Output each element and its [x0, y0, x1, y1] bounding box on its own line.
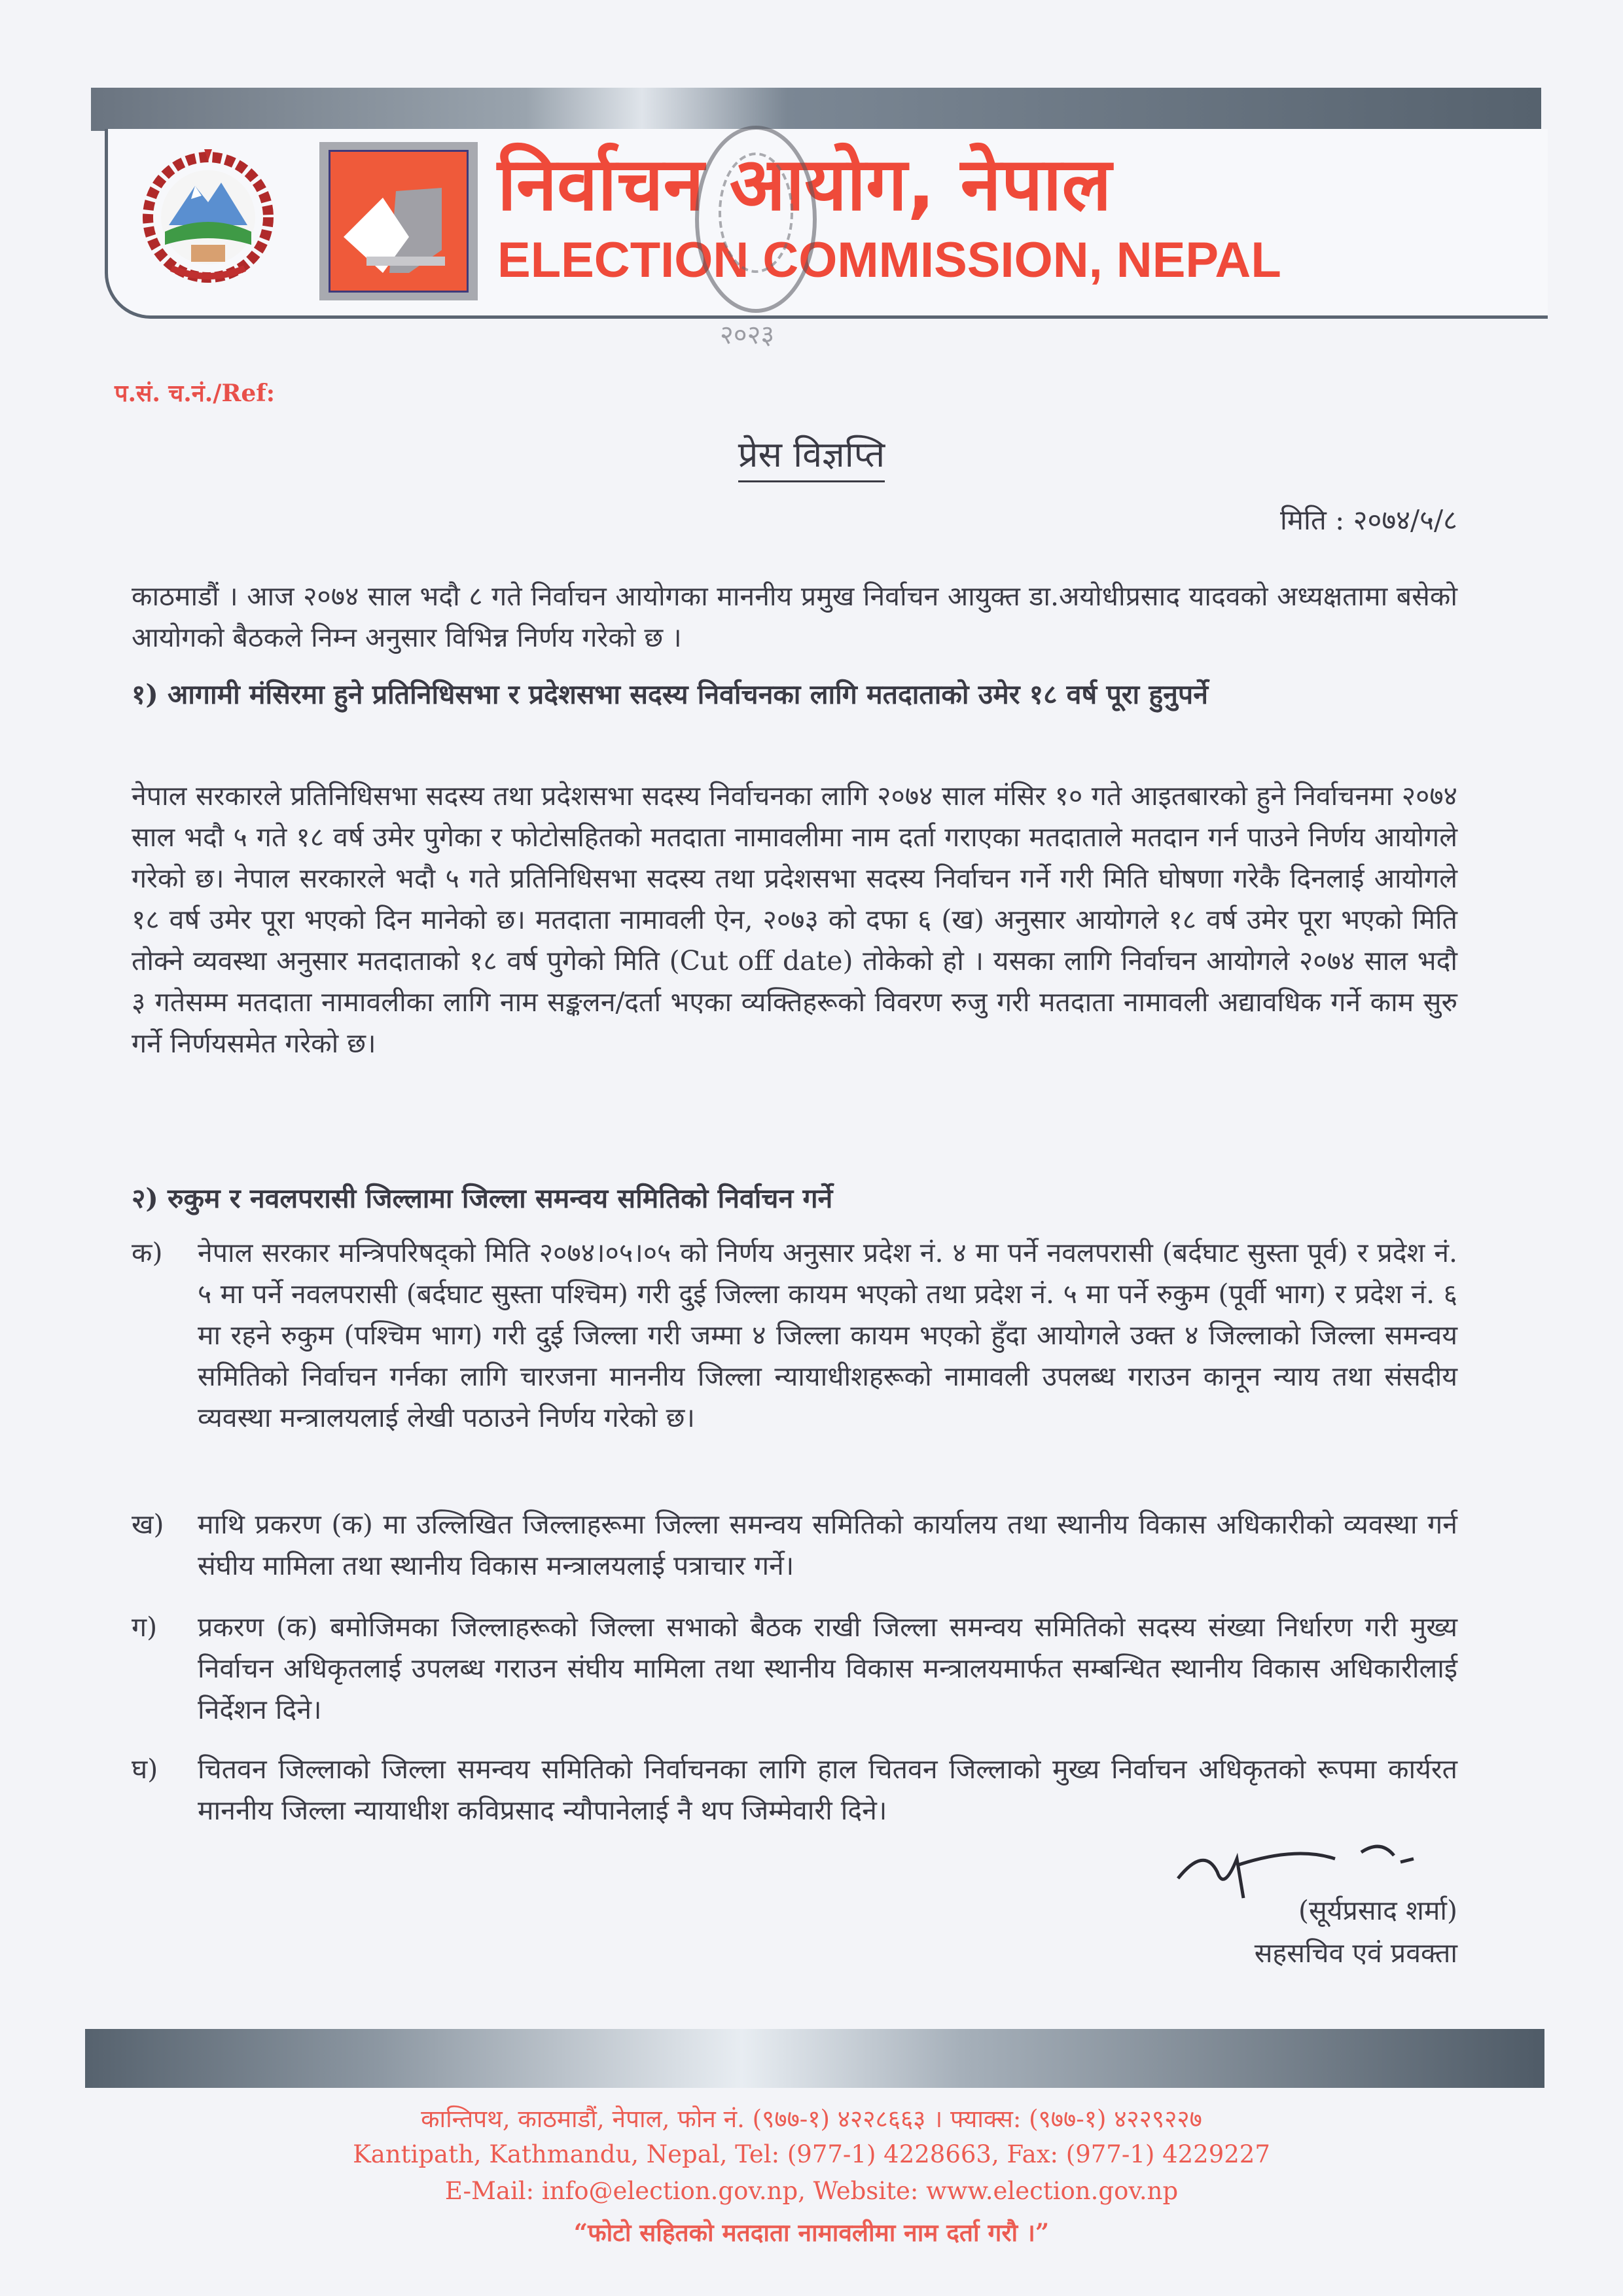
footer-slogan: “फोटो सहितको मतदाता नामावलीमा नाम दर्ता गरौ ।”: [573, 2218, 1050, 2247]
footer-contact: E-Mail: info@election.gov.np, Website: www.election.gov.np: [444, 2177, 1179, 2205]
document-date: मिति : २०७४/५/८: [1279, 504, 1457, 536]
press-release-heading: प्रेस विज्ञप्ति: [738, 434, 885, 482]
item-label: ग): [132, 1611, 158, 1643]
item-label: क): [132, 1237, 163, 1268]
official-seal-stamp: [681, 121, 831, 370]
footer-address-nepali: कान्तिपथ, काठमाडौं, नेपाल, फोन नं. (९७७-१) ४२२८६६३ । फ्याक्स: (९७७-१) ४२२९२२७: [421, 2105, 1202, 2133]
signatory-designation: सहसचिव एवं प्रवक्ता: [1254, 1937, 1457, 1969]
section-1-body: नेपाल सरकारले प्रतिनिधिसभा सदस्य तथा प्रदेशसभा सदस्य निर्वाचनका लागि २०७४ साल मंसिर १० गते आइतबारको हुने निर्वाचनमा २०७४ साल भदौ ५ गते १८ वर्ष उमेर पुगेका र फोटोसहितको मतदाता नामावलीमा नाम दर्ता गराएका मतदाताले मतदान गर्न पाउने निर्णय आयोगले गरेको छ। नेपाल सरकारले भदौ ५ गते प्रतिनिधिसभा सदस्य तथा प्रदेशसभा सदस्य निर्वाचन गर्ने गरी मिति घोषणा गरेकै दिनलाई आयोगले १८ वर्ष उमेर पूरा भएको दिन मानेको छ। मतदाता नामावली ऐन, २०७३ को दफा ६ (ख) अनुसार आयोगले १८ वर्ष उमेर पूरा भएको मिति तोक्ने व्यवस्था अनुसार मतदाताको १८ वर्ष पुगेको मिति (Cut off date) तोकेको हो । यसका लागि निर्वाचन आयोगले २०७४ साल भदौ ३ गतेसम्म मतदाता नामावलीका लागि नाम सङ्कलन/दर्ता भएका व्यक्तिहरूको विवरण रुजु गरी मतदाता नामावली अद्यावधिक गर्ने काम सुरु गर्ने निर्णयसमेत गरेको छ।: [132, 780, 1457, 1059]
ballot-logo-icon: [319, 142, 478, 300]
reference-number-label: प.सं. च.नं./Ref:: [115, 380, 276, 407]
signatory-name: (सूर्यप्रसाद शर्मा): [1298, 1895, 1457, 1926]
item-text: प्रकरण (क) बमोजिमका जिल्लाहरूको जिल्ला सभाको बैठक राखी जिल्ला समन्वय समितिको सदस्य संख्या निर्धारण गरी मुख्य निर्वाचन अधिकृतलाई उपलब्ध गराउन संघीय मामिला तथा स्थानीय विकास मन्त्रालयमार्फत सम्बन्धित स्थानीय विकास अधिकारीलाई निर्देशन दिने।: [198, 1611, 1457, 1725]
item-label: ख): [132, 1509, 164, 1540]
section-1-heading: १) आगामी मंसिरमा हुने प्रतिनिधिसभा र प्रदेशसभा सदस्य निर्वाचनका लागि मतदाताको उमेर १८ वर्ष पूरा हुनुपर्ने: [132, 679, 1208, 710]
footer-address-english: Kantipath, Kathmandu, Nepal, Tel: (977-1) 4228663, Fax: (977-1) 4229227: [353, 2140, 1270, 2168]
section-2-heading: २) रुकुम र नवलपरासी जिल्लामा जिल्ला समन्वय समितिको निर्वाचन गर्ने: [132, 1183, 833, 1214]
section-2-item-gha: [132, 1749, 1457, 1831]
item-text: माथि प्रकरण (क) मा उल्लिखित जिल्लाहरूमा जिल्ला समन्वय समितिको कार्यालय तथा स्थानीय विकास अधिकारीको व्यवस्था गर्न संघीय मामिला तथा स्थानीय विकास मन्त्रालयलाई पत्राचार गर्ने।: [198, 1509, 1457, 1581]
commission-title-nepali: निर्वाचन आयोग, नेपाल: [497, 142, 1112, 227]
item-text: नेपाल सरकार मन्त्रिपरिषद्को मिति २०७४।०५।०५ को निर्णय अनुसार प्रदेश नं. ४ मा पर्ने नवलपरासी (बर्दघाट सुस्ता पूर्व) र प्रदेश नं. ५ मा पर्ने नवलपरासी (बर्दघाट सुस्ता पश्चिम) गरी दुई जिल्ला कायम भएको तथा प्रदेश नं. ५ मा पर्ने रुकुम (पूर्वी भाग) र प्रदेश नं. ६ मा रहने रुकुम (पश्चिम भाग) गरी दुई जिल्ला गरी जम्मा ४ जिल्ला कायम भएको हुँदा आयोगले उक्त ४ जिल्लाको जिल्ला समन्वय समितिको निर्वाचन गर्नका लागि चारजना माननीय जिल्ला न्यायाधीशहरूको नामावली उपलब्ध गराउन कानून न्याय तथा संसदीय व्यवस्था मन्त्रालयलाई लेखी पठाउने निर्णय गरेको छ।: [198, 1237, 1457, 1433]
intro-paragraph: काठमाडौं । आज २०७४ साल भदौ ८ गते निर्वाचन आयोगका माननीय प्रमुख निर्वाचन आयुक्त डा.अयोधीप्रसाद यादवको अध्यक्षतामा बसेको आयोगको बैठकले निम्न अनुसार विभिन्न निर्णय गरेको छ ।: [132, 581, 1457, 653]
svg-text:२०२३: २०२३: [720, 320, 775, 350]
nepal-emblem-icon: [139, 147, 278, 285]
item-text: चितवन जिल्लाको जिल्ला समन्वय समितिको निर्वाचनका लागि हाल चितवन जिल्लाको मुख्य निर्वाचन अधिकृतको रूपमा कार्यरत माननीय जिल्ला न्यायाधीश कविप्रसाद न्यौपानेलाई नै थप जिम्मेवारी दिने।: [198, 1753, 1457, 1826]
footer-bar: [85, 2029, 1544, 2088]
section-2-item-ka: [132, 1232, 1457, 1439]
document-title: [0, 429, 1623, 477]
section-2-item-ga: [132, 1607, 1457, 1731]
item-label: घ): [132, 1753, 158, 1785]
commission-title-english: ELECTION COMMISSION, NEPAL: [497, 232, 1281, 288]
section-2-item-kha: [132, 1504, 1457, 1587]
